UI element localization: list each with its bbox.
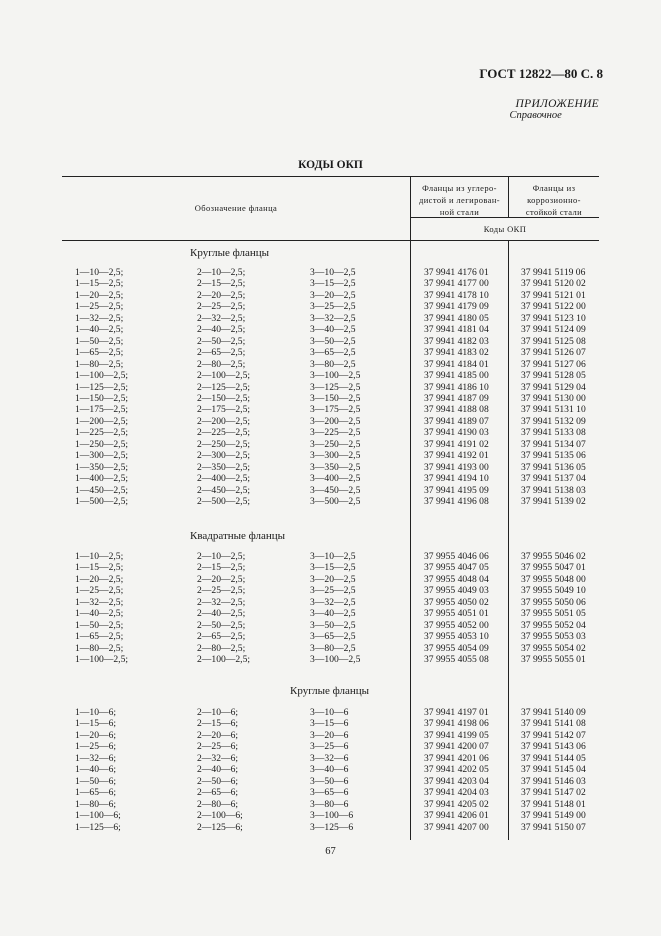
okp-code-stainless: 37 9955 5047 01 — [521, 562, 586, 574]
okp-code-stainless: 37 9955 5051 05 — [521, 608, 586, 620]
okp-code-carbon: 37 9941 4204 03 — [424, 787, 489, 799]
okp-code-carbon: 37 9955 4050 02 — [424, 596, 489, 608]
table-row — [0, 496, 661, 507]
okp-code-stainless: 37 9955 5052 04 — [521, 619, 586, 631]
designation-type1: 1—400—2,5; — [75, 473, 129, 485]
okp-code-carbon: 37 9941 4184 01 — [424, 358, 489, 370]
table-row — [0, 336, 661, 347]
table-row — [0, 301, 661, 312]
designation-type3: 3—50—2,5 — [310, 619, 356, 631]
table-row — [0, 267, 661, 278]
okp-code-carbon: 37 9955 4055 08 — [424, 654, 489, 666]
designation-type3: 3—80—2,5 — [310, 642, 356, 654]
designation-type1: 1—20—2,5; — [75, 573, 124, 585]
designation-type3: 3—125—6 — [310, 821, 354, 833]
okp-code-stainless: 37 9941 5146 03 — [521, 775, 586, 787]
header-bottom-rule — [62, 240, 599, 241]
designation-type1: 1—15—6; — [75, 718, 117, 730]
okp-code-carbon: 37 9941 4177 00 — [424, 278, 489, 290]
designation-type2: 2—15—2,5; — [197, 278, 246, 290]
table-row — [0, 597, 661, 608]
section-title-square-2-5: Квадратные фланцы — [190, 530, 286, 542]
okp-code-stainless: 37 9941 5149 00 — [521, 810, 586, 822]
designation-type2: 2—10—2,5; — [197, 551, 246, 562]
okp-code-carbon: 37 9941 4205 02 — [424, 798, 489, 810]
okp-code-stainless: 37 9941 5140 09 — [521, 707, 586, 718]
designation-type2: 2—175—2,5; — [197, 404, 251, 416]
table-row — [0, 799, 661, 810]
table-row — [0, 473, 661, 484]
designation-type2: 2—150—2,5; — [197, 392, 251, 404]
table-row — [0, 654, 661, 665]
header-stainless-steel: Фланцы из коррозионно- стойкой стали — [525, 183, 583, 217]
table-row — [0, 370, 661, 381]
designation-type3: 3—300—2,5 — [310, 450, 361, 462]
designation-type1: 1—65—2,5; — [75, 631, 124, 643]
okp-code-carbon: 37 9941 4196 08 — [424, 496, 489, 507]
designation-type1: 1—40—2,5; — [75, 324, 124, 336]
designation-type3: 3—40—2,5 — [310, 324, 356, 336]
designation-type2: 2—350—2,5; — [197, 461, 251, 473]
okp-code-carbon: 37 9941 4197 01 — [424, 707, 489, 718]
designation-type3: 3—25—6 — [310, 741, 349, 753]
okp-code-carbon: 37 9941 4185 00 — [424, 370, 489, 382]
designation-type1: 1—100—2,5; — [75, 654, 129, 666]
designation-type3: 3—175—2,5 — [310, 404, 361, 416]
designation-type3: 3—32—2,5 — [310, 596, 356, 608]
okp-code-stainless: 37 9955 5046 02 — [521, 551, 586, 562]
okp-code-stainless: 37 9941 5129 04 — [521, 381, 586, 393]
header-flange-designation: Обозначение фланца — [194, 203, 278, 213]
designation-type2: 2—125—6; — [197, 821, 243, 833]
table-row — [0, 631, 661, 642]
designation-type2: 2—65—6; — [197, 787, 239, 799]
designation-type3: 3—200—2,5 — [310, 415, 361, 427]
designation-type3: 3—25—2,5 — [310, 585, 356, 597]
okp-code-carbon: 37 9941 4192 01 — [424, 450, 489, 462]
designation-type2: 2—32—2,5; — [197, 596, 246, 608]
table-row — [0, 278, 661, 289]
designation-type1: 1—100—6; — [75, 810, 121, 822]
designation-type1: 1—150—2,5; — [75, 392, 129, 404]
designation-type2: 2—25—2,5; — [197, 301, 246, 313]
designation-type3: 3—500—2,5 — [310, 496, 361, 507]
designation-type2: 2—25—2,5; — [197, 585, 246, 597]
designation-type2: 2—20—6; — [197, 729, 239, 741]
table-row — [0, 608, 661, 619]
okp-code-stainless: 37 9941 5128 05 — [521, 370, 586, 382]
designation-type3: 3—100—2,5 — [310, 654, 361, 666]
document-reference: ГОСТ 12822—80 С. 8 — [479, 66, 603, 81]
designation-type1: 1—15—2,5; — [75, 278, 124, 290]
designation-type3: 3—450—2,5 — [310, 484, 361, 496]
header-okp-codes: Коды ОКП — [483, 224, 527, 234]
okp-code-carbon: 37 9955 4048 04 — [424, 573, 489, 585]
designation-type1: 1—65—2,5; — [75, 347, 124, 359]
designation-type3: 3—125—2,5 — [310, 381, 361, 393]
appendix-label — [509, 98, 599, 121]
okp-code-carbon: 37 9941 4206 01 — [424, 810, 489, 822]
designation-type3: 3—150—2,5 — [310, 392, 361, 404]
designation-type3: 3—65—6 — [310, 787, 349, 799]
okp-code-carbon: 37 9955 4047 05 — [424, 562, 489, 574]
designation-type2: 2—40—6; — [197, 764, 239, 776]
okp-code-carbon: 37 9941 4200 07 — [424, 741, 489, 753]
designation-type2: 2—25—6; — [197, 741, 239, 753]
table-row — [0, 290, 661, 301]
okp-code-stainless: 37 9941 5120 02 — [521, 278, 586, 290]
okp-code-stainless: 37 9941 5142 07 — [521, 729, 586, 741]
designation-type1: 1—25—6; — [75, 741, 117, 753]
designation-type1: 1—40—6; — [75, 764, 117, 776]
okp-code-stainless: 37 9941 5126 07 — [521, 347, 586, 359]
designation-type2: 2—20—2,5; — [197, 573, 246, 585]
okp-code-stainless: 37 9941 5143 06 — [521, 741, 586, 753]
designation-type1: 1—20—6; — [75, 729, 117, 741]
designation-type2: 2—225—2,5; — [197, 427, 251, 439]
designation-type2: 2—10—2,5; — [197, 267, 246, 278]
okp-code-stainless: 37 9955 5054 02 — [521, 642, 586, 654]
okp-code-stainless: 37 9941 5119 06 — [521, 267, 586, 278]
okp-code-carbon: 37 9941 4178 10 — [424, 289, 489, 301]
designation-type3: 3—20—2,5 — [310, 573, 356, 585]
okp-code-carbon: 37 9941 4194 10 — [424, 473, 489, 485]
okp-code-carbon: 37 9955 4052 00 — [424, 619, 489, 631]
designation-type1: 1—50—2,5; — [75, 335, 124, 347]
table-row — [0, 347, 661, 358]
designation-type1: 1—450—2,5; — [75, 484, 129, 496]
designation-type1: 1—80—6; — [75, 798, 117, 810]
designation-type2: 2—50—2,5; — [197, 619, 246, 631]
designation-type2: 2—80—2,5; — [197, 358, 246, 370]
table-row — [0, 359, 661, 370]
okp-code-stainless: 37 9941 5121 01 — [521, 289, 586, 301]
okp-code-stainless: 37 9941 5137 04 — [521, 473, 586, 485]
designation-type1: 1—25—2,5; — [75, 301, 124, 313]
table-row — [0, 707, 661, 718]
designation-type2: 2—20—2,5; — [197, 289, 246, 301]
okp-code-stainless: 37 9941 5134 07 — [521, 438, 586, 450]
designation-type1: 1—32—2,5; — [75, 312, 124, 324]
designation-type1: 1—10—2,5; — [75, 267, 124, 278]
designation-type1: 1—10—6; — [75, 707, 117, 718]
designation-type3: 3—250—2,5 — [310, 438, 361, 450]
designation-type2: 2—32—2,5; — [197, 312, 246, 324]
table-row — [0, 787, 661, 798]
designation-type1: 1—15—2,5; — [75, 562, 124, 574]
okp-code-stainless: 37 9941 5138 03 — [521, 484, 586, 496]
table-row — [0, 810, 661, 821]
okp-code-carbon: 37 9941 4202 05 — [424, 764, 489, 776]
okp-code-carbon: 37 9941 4201 06 — [424, 752, 489, 764]
okp-code-carbon: 37 9955 4054 09 — [424, 642, 489, 654]
designation-type1: 1—32—2,5; — [75, 596, 124, 608]
table-row — [0, 393, 661, 404]
designation-type2: 2—50—2,5; — [197, 335, 246, 347]
designation-type2: 2—15—6; — [197, 718, 239, 730]
designation-type3: 3—32—2,5 — [310, 312, 356, 324]
okp-code-carbon: 37 9941 4182 03 — [424, 335, 489, 347]
table-row — [0, 822, 661, 833]
appendix-subtitle: Справочное — [509, 110, 562, 121]
okp-code-stainless: 37 9955 5050 06 — [521, 596, 586, 608]
designation-type2: 2—400—2,5; — [197, 473, 251, 485]
designation-type2: 2—100—2,5; — [197, 370, 251, 382]
designation-type3: 3—100—6 — [310, 810, 354, 822]
designation-type1: 1—50—6; — [75, 775, 117, 787]
designation-type1: 1—32—6; — [75, 752, 117, 764]
designation-type2: 2—200—2,5; — [197, 415, 251, 427]
designation-type1: 1—20—2,5; — [75, 289, 124, 301]
designation-type1: 1—350—2,5; — [75, 461, 129, 473]
designation-type2: 2—15—2,5; — [197, 562, 246, 574]
designation-type1: 1—125—2,5; — [75, 381, 129, 393]
designation-type2: 2—450—2,5; — [197, 484, 251, 496]
okp-code-carbon: 37 9955 4049 03 — [424, 585, 489, 597]
okp-code-stainless: 37 9941 5123 10 — [521, 312, 586, 324]
section-title-round-6: Круглые фланцы — [290, 685, 370, 697]
table-row — [0, 404, 661, 415]
okp-code-carbon: 37 9941 4189 07 — [424, 415, 489, 427]
designation-type1: 1—300—2,5; — [75, 450, 129, 462]
designation-type2: 2—40—2,5; — [197, 608, 246, 620]
table-row — [0, 730, 661, 741]
designation-type2: 2—300—2,5; — [197, 450, 251, 462]
okp-code-carbon: 37 9941 4187 09 — [424, 392, 489, 404]
okp-code-stainless: 37 9941 5133 08 — [521, 427, 586, 439]
okp-code-stainless: 37 9941 5144 05 — [521, 752, 586, 764]
designation-type1: 1—65—6; — [75, 787, 117, 799]
designation-type2: 2—10—6; — [197, 707, 239, 718]
designation-type2: 2—50—6; — [197, 775, 239, 787]
okp-code-carbon: 37 9955 4051 01 — [424, 608, 489, 620]
okp-code-carbon: 37 9941 4186 10 — [424, 381, 489, 393]
designation-type2: 2—32—6; — [197, 752, 239, 764]
okp-code-carbon: 37 9941 4188 08 — [424, 404, 489, 416]
designation-type2: 2—80—2,5; — [197, 642, 246, 654]
table-row — [0, 416, 661, 427]
okp-code-stainless: 37 9955 5048 00 — [521, 573, 586, 585]
designation-type3: 3—40—6 — [310, 764, 349, 776]
designation-type1: 1—200—2,5; — [75, 415, 129, 427]
designation-type3: 3—15—2,5 — [310, 562, 356, 574]
okp-code-stainless: 37 9941 5125 08 — [521, 335, 586, 347]
okp-code-carbon: 37 9955 4053 10 — [424, 631, 489, 643]
designation-type3: 3—20—6 — [310, 729, 349, 741]
designation-type1: 1—100—2,5; — [75, 370, 129, 382]
designation-type3: 3—10—2,5 — [310, 267, 356, 278]
table-row — [0, 382, 661, 393]
designation-type2: 2—125—2,5; — [197, 381, 251, 393]
designation-type3: 3—15—6 — [310, 718, 349, 730]
okp-code-carbon: 37 9941 4199 05 — [424, 729, 489, 741]
designation-type3: 3—80—2,5 — [310, 358, 356, 370]
designation-type1: 1—175—2,5; — [75, 404, 129, 416]
designation-type1: 1—40—2,5; — [75, 608, 124, 620]
header-carbon-steel: Фланцы из углеро- дистой и легирован- ной стали — [418, 183, 501, 217]
designation-type3: 3—25—2,5 — [310, 301, 356, 313]
okp-code-stainless: 37 9955 5053 03 — [521, 631, 586, 643]
table-row — [0, 551, 661, 562]
table-row — [0, 741, 661, 752]
designation-type1: 1—80—2,5; — [75, 642, 124, 654]
designation-type3: 3—50—6 — [310, 775, 349, 787]
designation-type1: 1—80—2,5; — [75, 358, 124, 370]
table-row — [0, 585, 661, 596]
okp-code-stainless: 37 9941 5127 06 — [521, 358, 586, 370]
designation-type1: 1—500—2,5; — [75, 496, 129, 507]
designation-type2: 2—65—2,5; — [197, 347, 246, 359]
okp-code-stainless: 37 9941 5130 00 — [521, 392, 586, 404]
okp-code-carbon: 37 9941 4181 04 — [424, 324, 489, 336]
designation-type1: 1—225—2,5; — [75, 427, 129, 439]
okp-code-carbon: 37 9941 4193 00 — [424, 461, 489, 473]
designation-type1: 1—250—2,5; — [75, 438, 129, 450]
table-row — [0, 313, 661, 324]
designation-type2: 2—65—2,5; — [197, 631, 246, 643]
designation-type3: 3—65—2,5 — [310, 347, 356, 359]
designation-type2: 2—80—6; — [197, 798, 239, 810]
designation-type3: 3—50—2,5 — [310, 335, 356, 347]
okp-code-stainless: 37 9955 5049 10 — [521, 585, 586, 597]
okp-code-carbon: 37 9941 4203 04 — [424, 775, 489, 787]
okp-code-carbon: 37 9955 4046 06 — [424, 551, 489, 562]
table-row — [0, 753, 661, 764]
designation-type3: 3—10—6 — [310, 707, 349, 718]
designation-type1: 1—50—2,5; — [75, 619, 124, 631]
designation-type3: 3—225—2,5 — [310, 427, 361, 439]
table-row — [0, 764, 661, 775]
okp-code-stainless: 37 9941 5135 06 — [521, 450, 586, 462]
designation-type2: 2—40—2,5; — [197, 324, 246, 336]
designation-type1: 1—125—6; — [75, 821, 121, 833]
designation-type2: 2—100—2,5; — [197, 654, 251, 666]
okp-code-carbon: 37 9941 4179 09 — [424, 301, 489, 313]
designation-type1: 1—25—2,5; — [75, 585, 124, 597]
table-row — [0, 620, 661, 631]
designation-type3: 3—40—2,5 — [310, 608, 356, 620]
okp-code-stainless: 37 9941 5148 01 — [521, 798, 586, 810]
designation-type1: 1—10—2,5; — [75, 551, 124, 562]
okp-code-carbon: 37 9941 4207 00 — [424, 821, 489, 833]
okp-code-carbon: 37 9941 4195 09 — [424, 484, 489, 496]
table-top-rule — [62, 176, 599, 177]
appendix-title: ПРИЛОЖЕНИЕ — [515, 98, 599, 110]
okp-code-stainless: 37 9955 5055 01 — [521, 654, 586, 666]
okp-code-stainless: 37 9941 5131 10 — [521, 404, 586, 416]
okp-code-carbon: 37 9941 4191 02 — [424, 438, 489, 450]
okp-code-stainless: 37 9941 5132 09 — [521, 415, 586, 427]
designation-type3: 3—15—2,5 — [310, 278, 356, 290]
designation-type2: 2—100—6; — [197, 810, 243, 822]
table-row — [0, 718, 661, 729]
okp-code-stainless: 37 9941 5145 04 — [521, 764, 586, 776]
table-row — [0, 485, 661, 496]
okp-code-stainless: 37 9941 5136 05 — [521, 461, 586, 473]
designation-type2: 2—500—2,5; — [197, 496, 251, 507]
section-title-round-2-5: Круглые фланцы — [190, 247, 270, 259]
designation-type3: 3—32—6 — [310, 752, 349, 764]
table-row — [0, 562, 661, 573]
okp-code-stainless: 37 9941 5124 09 — [521, 324, 586, 336]
designation-type3: 3—80—6 — [310, 798, 349, 810]
table-row — [0, 439, 661, 450]
designation-type2: 2—250—2,5; — [197, 438, 251, 450]
table-row — [0, 427, 661, 438]
okp-code-stainless: 37 9941 5139 02 — [521, 496, 586, 507]
designation-type3: 3—100—2,5 — [310, 370, 361, 382]
okp-code-carbon: 37 9941 4190 03 — [424, 427, 489, 439]
okp-code-stainless: 37 9941 5150 07 — [521, 821, 586, 833]
okp-code-carbon: 37 9941 4176 01 — [424, 267, 489, 278]
table-row — [0, 574, 661, 585]
table-title: КОДЫ ОКП — [298, 159, 363, 171]
page-number: 67 — [325, 846, 336, 857]
table-row — [0, 776, 661, 787]
okp-code-carbon: 37 9941 4198 06 — [424, 718, 489, 730]
designation-type3: 3—10—2,5 — [310, 551, 356, 562]
table-row — [0, 643, 661, 654]
okp-code-carbon: 37 9941 4183 02 — [424, 347, 489, 359]
table-row — [0, 450, 661, 461]
table-row — [0, 324, 661, 335]
okp-code-carbon: 37 9941 4180 05 — [424, 312, 489, 324]
okp-code-stainless: 37 9941 5122 00 — [521, 301, 586, 313]
designation-type3: 3—350—2,5 — [310, 461, 361, 473]
okp-code-stainless: 37 9941 5141 08 — [521, 718, 586, 730]
designation-type3: 3—20—2,5 — [310, 289, 356, 301]
table-row — [0, 462, 661, 473]
designation-type3: 3—400—2,5 — [310, 473, 361, 485]
okp-code-stainless: 37 9941 5147 02 — [521, 787, 586, 799]
designation-type3: 3—65—2,5 — [310, 631, 356, 643]
